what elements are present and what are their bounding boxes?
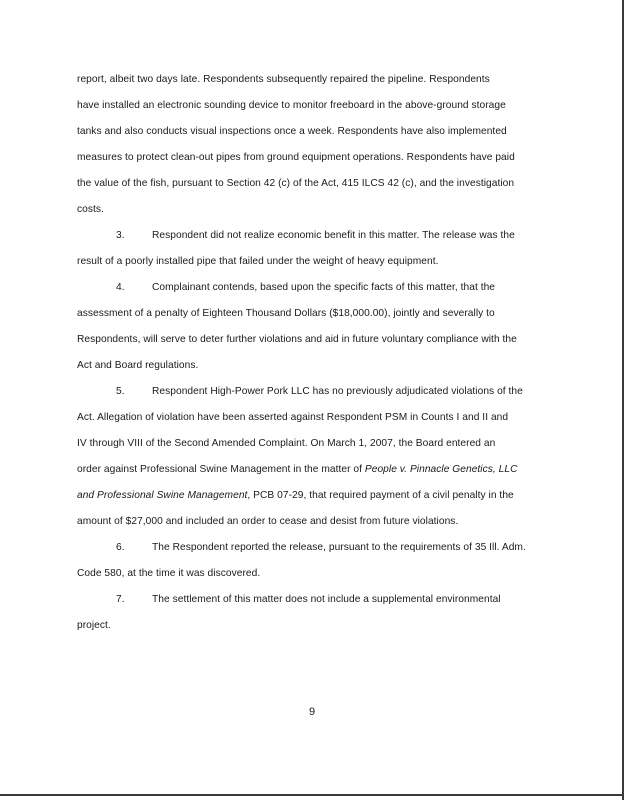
paragraph-number: 4. (116, 282, 125, 293)
numbered-paragraph-4 (116, 281, 495, 294)
case-citation: People v. Pinnacle Genetics, LLC (364, 464, 518, 475)
text-line (77, 463, 518, 476)
text-line: Complainant contends, based upon the specific facts of this matter, that the (152, 282, 496, 293)
text-line: Act. Allegation of violation have been asserted against Respondent PSM in Counts I and II and (77, 412, 509, 423)
text-line: measures to protect clean-out pipes from ground equipment operations. Respondents have paid (77, 152, 515, 163)
paragraph-number: 3. (116, 230, 125, 241)
text-line: The settlement of this matter does not include a supplemental environmental (152, 594, 501, 605)
text-line: amount of $27,000 and included an order to cease and desist from future violations. (77, 516, 459, 527)
paragraph-number: 5. (116, 386, 125, 397)
numbered-paragraph-3 (116, 229, 515, 242)
text-line: Respondent High-Power Pork LLC has no previously adjudicated violations of the (152, 386, 523, 397)
text-segment: , PCB 07-29, that required payment of a civil penalty in the (247, 490, 514, 501)
text-line: assessment of a penalty of Eighteen Thousand Dollars ($18,000.00), jointly and severally to (77, 308, 495, 319)
text-line: project. (77, 620, 111, 631)
text-line: Code 580, at the time it was discovered. (77, 568, 261, 579)
paragraph-number: 7. (116, 594, 125, 605)
text-line: have installed an electronic sounding device to monitor freeboard in the above-ground storage (77, 100, 506, 111)
text-line: Respondent did not realize economic benefit in this matter. The release was the (152, 230, 515, 241)
text-line: the value of the fish, pursuant to Section 42 (c) of the Act, 415 ILCS 42 (c), and the investigation (77, 178, 515, 189)
text-line: Act and Board regulations. (77, 360, 199, 371)
text-line: costs. (77, 204, 104, 215)
numbered-paragraph-6 (116, 541, 526, 554)
numbered-paragraph-7 (116, 593, 501, 606)
text-line: report, albeit two days late. Respondents subsequently repaired the pipeline. Respondents (77, 74, 490, 85)
page-number: 9 (308, 706, 316, 718)
text-line (77, 489, 514, 502)
text-line: The Respondent reported the release, pursuant to the requirements of 35 Ill. Adm. (152, 542, 526, 553)
numbered-paragraph-5 (116, 385, 523, 398)
case-citation: and Professional Swine Management (77, 490, 248, 501)
text-line: tanks and also conducts visual inspections once a week. Respondents have also implemented (77, 126, 507, 137)
text-line: Respondents, will serve to deter further violations and aid in future voluntary compliance with the (77, 334, 517, 345)
scan-edge (0, 794, 624, 796)
text-segment: order against Professional Swine Management in the matter of (77, 464, 365, 475)
text-line: result of a poorly installed pipe that failed under the weight of heavy equipment. (77, 256, 439, 267)
text-line: IV through VIII of the Second Amended Complaint. On March 1, 2007, the Board entered an (77, 438, 496, 449)
paragraph-number: 6. (116, 542, 125, 553)
